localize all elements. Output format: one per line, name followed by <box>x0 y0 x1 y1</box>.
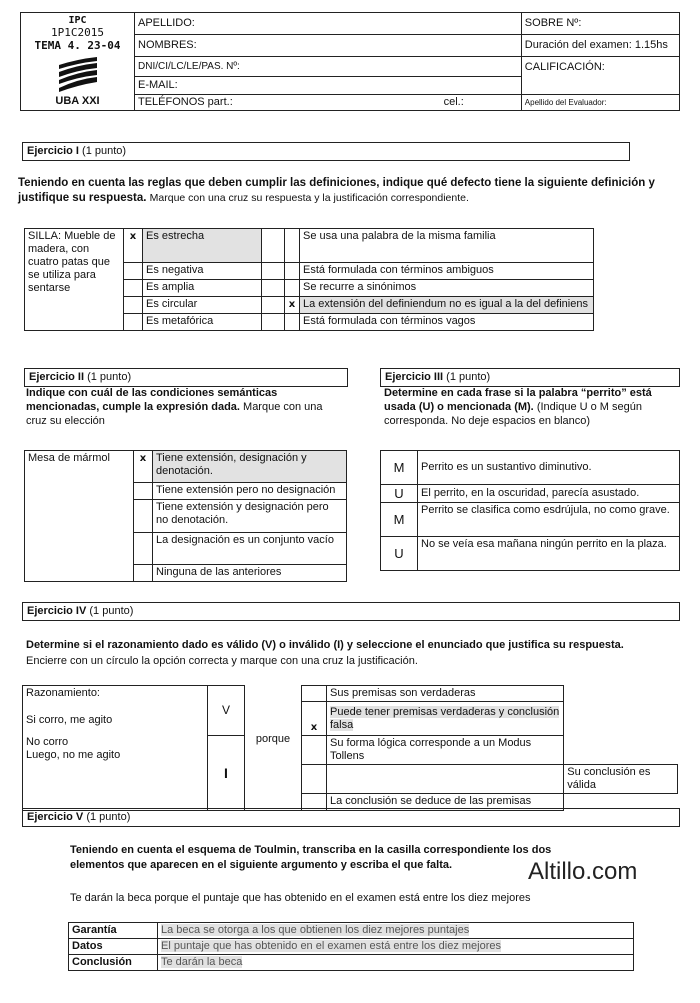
ej1-gap <box>262 280 285 297</box>
ej2-opt-mark[interactable]: x <box>134 451 153 483</box>
calificacion-field[interactable]: CALIFICACIÓN: <box>521 57 679 95</box>
ej2-title: Ejercicio II <box>29 371 85 383</box>
ej3-sentence: No se veía esa mañana ningún perrito en la plaza. <box>418 537 680 571</box>
ej4-instructions <box>26 637 686 669</box>
watermark: Altillo.com <box>528 858 638 885</box>
ej1-points: (1 punto) <box>82 145 127 157</box>
ej1-opt-text[interactable]: Es circular <box>143 297 262 314</box>
ej2-opt-text[interactable]: Ninguna de las anteriores <box>153 565 347 582</box>
telefonos-field[interactable]: TELÉFONOS part.: <box>135 95 441 111</box>
ej1-opt-text[interactable]: Es estrecha <box>143 229 262 263</box>
cel-field[interactable]: cel.: <box>441 95 522 111</box>
ej4-opt-mark[interactable] <box>302 686 327 702</box>
ej5-label: Garantía <box>69 923 158 939</box>
ej1-gap <box>262 263 285 280</box>
ej3-sentence: Perrito se clasifica como esdrújula, no como grave. <box>418 503 680 537</box>
ej3-header <box>380 368 680 387</box>
ej1-opt-mark[interactable] <box>124 263 143 280</box>
ej5-table <box>68 922 634 971</box>
ej3-points: (1 punto) <box>446 371 491 383</box>
ej1-header <box>22 142 630 161</box>
ej4-title: Ejercicio IV <box>27 605 87 617</box>
ej2-opt-mark[interactable] <box>134 483 153 500</box>
exam-code: 1P1C2015 <box>51 26 104 39</box>
ej2-expression: Mesa de mármol <box>25 451 134 582</box>
ej5-title: Ejercicio V <box>27 811 84 823</box>
ej5-value[interactable] <box>158 939 634 955</box>
ej2-opt-text[interactable]: Tiene extensión y designación pero no denotación. <box>153 500 347 533</box>
ej4-opt-text[interactable]: Su forma lógica corresponde a un Modus Tollens <box>327 736 564 765</box>
ej4-porque: porque <box>245 686 302 794</box>
ej4-opt-text[interactable]: La conclusión se deduce de las premisas <box>327 794 564 811</box>
ej1-opt-text[interactable]: Es amplia <box>143 280 262 297</box>
ej4-reasoning-label: Razonamiento: <box>26 687 100 699</box>
ej5-value-text: Te darán la beca <box>161 956 243 968</box>
ej1-just-mark[interactable] <box>285 280 300 297</box>
dni-field[interactable]: DNI/CI/LC/LE/PAS. Nº: <box>135 57 522 77</box>
ej2-opt-mark[interactable] <box>134 500 153 533</box>
logo-text: UBA XXI <box>55 95 100 107</box>
ej5-value-text: El puntaje que has obtenido en el examen está entre los diez mejores <box>161 940 501 952</box>
ej4-opt-text[interactable]: Sus premisas son verdaderas <box>327 686 564 702</box>
ej1-gap <box>262 297 285 314</box>
header-logo-cell <box>21 13 135 111</box>
ej5-argument: Te darán la beca porque el puntaje que has obtenido en el examen está entre los diez mejores <box>70 892 531 904</box>
ej1-just-text[interactable]: Se usa una palabra de la misma familia <box>300 229 594 263</box>
ej4-instr-bold: Determine si el razonamiento dado es válido (V) o inválido (I) y seleccione el enunciado que justifica su respuesta. <box>26 639 624 651</box>
ej3-instructions <box>384 386 680 428</box>
ej2-instructions <box>26 386 346 428</box>
ej4-opt-text[interactable]: Su conclusión es válida <box>564 765 678 794</box>
ej2-opt-text[interactable]: Tiene extensión pero no designación <box>153 483 347 500</box>
ej4-premise: No corro <box>26 735 69 748</box>
ej1-just-mark[interactable]: x <box>285 297 300 314</box>
ej1-just-mark[interactable] <box>285 314 300 331</box>
ej4-opt-text-highlight: Puede tener premisas verdaderas y conclusión falsa <box>330 706 560 731</box>
ej5-value[interactable] <box>158 955 634 971</box>
exam-tema: TEMA 4. 23-04 <box>34 39 121 52</box>
ej2-table <box>24 450 347 582</box>
email-field[interactable]: E-MAIL: <box>135 77 522 95</box>
ej1-definition: SILLA: Mueble de madera, con cuatro patas que se utiliza para sentarse <box>25 229 124 331</box>
ej3-mark[interactable]: U <box>381 485 418 503</box>
ej4-conclusion: Luego, no me agito <box>26 748 121 761</box>
ej4-opt-mark[interactable] <box>302 736 327 765</box>
ej2-opt-text[interactable]: Tiene extensión, designación y denotación. <box>153 451 347 483</box>
ej4-instr-normal: Encierre con un círculo la opción correcta y marque con una cruz la justificación. <box>26 655 418 667</box>
ej5-label: Conclusión <box>69 955 158 971</box>
ej4-premise: Si corro, me agito <box>26 714 113 726</box>
duracion-text: Duración del examen: 1.15hs <box>521 35 679 57</box>
ej5-instructions: Teniendo en cuenta el esquema de Toulmin, transcriba en la casilla correspondiente los dos elementos que aparecen en el siguiente argumento y escriba el que falta. <box>70 844 552 871</box>
ej1-opt-text[interactable]: Es negativa <box>143 263 262 280</box>
ej1-title: Ejercicio I <box>27 145 79 157</box>
ej3-mark[interactable]: M <box>381 451 418 485</box>
ej4-opt-mark[interactable]: x <box>302 702 327 736</box>
ej4-header <box>22 602 680 621</box>
course-name: IPC <box>68 15 87 26</box>
ej1-opt-text[interactable]: Es metafórica <box>143 314 262 331</box>
ej1-just-mark[interactable] <box>285 229 300 263</box>
ej1-opt-mark[interactable]: x <box>124 229 143 263</box>
ej3-instr-normal: (Indique U o M según corresponda. No deje espacios en blanco) <box>384 401 642 427</box>
ej2-opt-text[interactable]: La designación es un conjunto vacío <box>153 533 347 565</box>
evaluador-field[interactable]: Apellido del Evaluador: <box>521 95 679 111</box>
ej2-points: (1 punto) <box>87 371 132 383</box>
ej4-valid-option[interactable]: V <box>208 686 245 736</box>
ej4-opt-mark[interactable] <box>327 765 564 794</box>
ej5-label: Datos <box>69 939 158 955</box>
ej2-header <box>24 368 348 387</box>
ej1-just-text[interactable]: Está formulada con términos vagos <box>300 314 594 331</box>
ej5-points: (1 punto) <box>86 811 131 823</box>
ej4-invalid-option[interactable]: I <box>208 736 245 811</box>
ej4-points: (1 punto) <box>89 605 134 617</box>
ej3-mark[interactable]: U <box>381 537 418 571</box>
ej1-table <box>24 228 594 331</box>
ej3-title: Ejercicio III <box>385 371 444 383</box>
apellido-field[interactable]: APELLIDO: <box>135 13 522 35</box>
ej2-instr-bold: Indique con cuál de las condiciones semánticas mencionadas, cumple la expresión dada. <box>26 387 278 413</box>
ej1-instr-bold: Teniendo en cuenta las reglas que deben cumplir las definiciones, indique qué defecto tiene la siguiente definición y justifique su respuesta. <box>18 177 655 204</box>
ej3-sentence: El perrito, en la oscuridad, parecía asustado. <box>418 485 680 503</box>
uba-logo-icon <box>53 55 103 95</box>
ej1-instr-normal: Marque con una cruz su respuesta y la justificación correspondiente. <box>149 192 469 204</box>
ej5-header <box>22 808 680 827</box>
ej3-instr-bold: Determine en cada frase si la palabra “perrito” está usada (U) o mencionada (M). <box>384 387 652 413</box>
ej2-opt-mark[interactable] <box>134 533 153 565</box>
ej2-instr-normal: Marque con una cruz su elección <box>26 401 323 427</box>
ej1-opt-mark[interactable] <box>124 314 143 331</box>
ej1-just-mark[interactable] <box>285 263 300 280</box>
ej4-reasoning <box>23 686 208 736</box>
ej3-sentence: Perrito es un sustantivo diminutivo. <box>418 451 680 485</box>
ej2-opt-mark[interactable] <box>134 565 153 582</box>
ej3-mark[interactable]: M <box>381 503 418 537</box>
nombres-field[interactable]: NOMBRES: <box>135 35 522 57</box>
ej3-table <box>380 450 680 571</box>
ej4-table <box>22 685 678 811</box>
ej4-porque-cont <box>302 765 327 794</box>
ej1-just-text[interactable]: Está formulada con términos ambiguos <box>300 263 594 280</box>
ej5-value[interactable] <box>158 923 634 939</box>
ej1-just-text[interactable]: Se recurre a sinónimos <box>300 280 594 297</box>
ej1-gap <box>262 229 285 263</box>
ej4-reasoning-rest <box>23 736 208 811</box>
ej1-instructions <box>18 176 682 206</box>
ej4-opt-text[interactable] <box>327 702 564 736</box>
sobre-field[interactable]: SOBRE Nº: <box>521 13 679 35</box>
ej1-opt-mark[interactable] <box>124 297 143 314</box>
ej1-opt-mark[interactable] <box>124 280 143 297</box>
ej1-just-text[interactable]: La extensión del definiendum no es igual a la del definiens <box>300 297 594 314</box>
ej5-value-text: La beca se otorga a los que obtienen los diez mejores puntajes <box>161 924 470 936</box>
ej1-gap <box>262 314 285 331</box>
header-table <box>20 12 680 111</box>
